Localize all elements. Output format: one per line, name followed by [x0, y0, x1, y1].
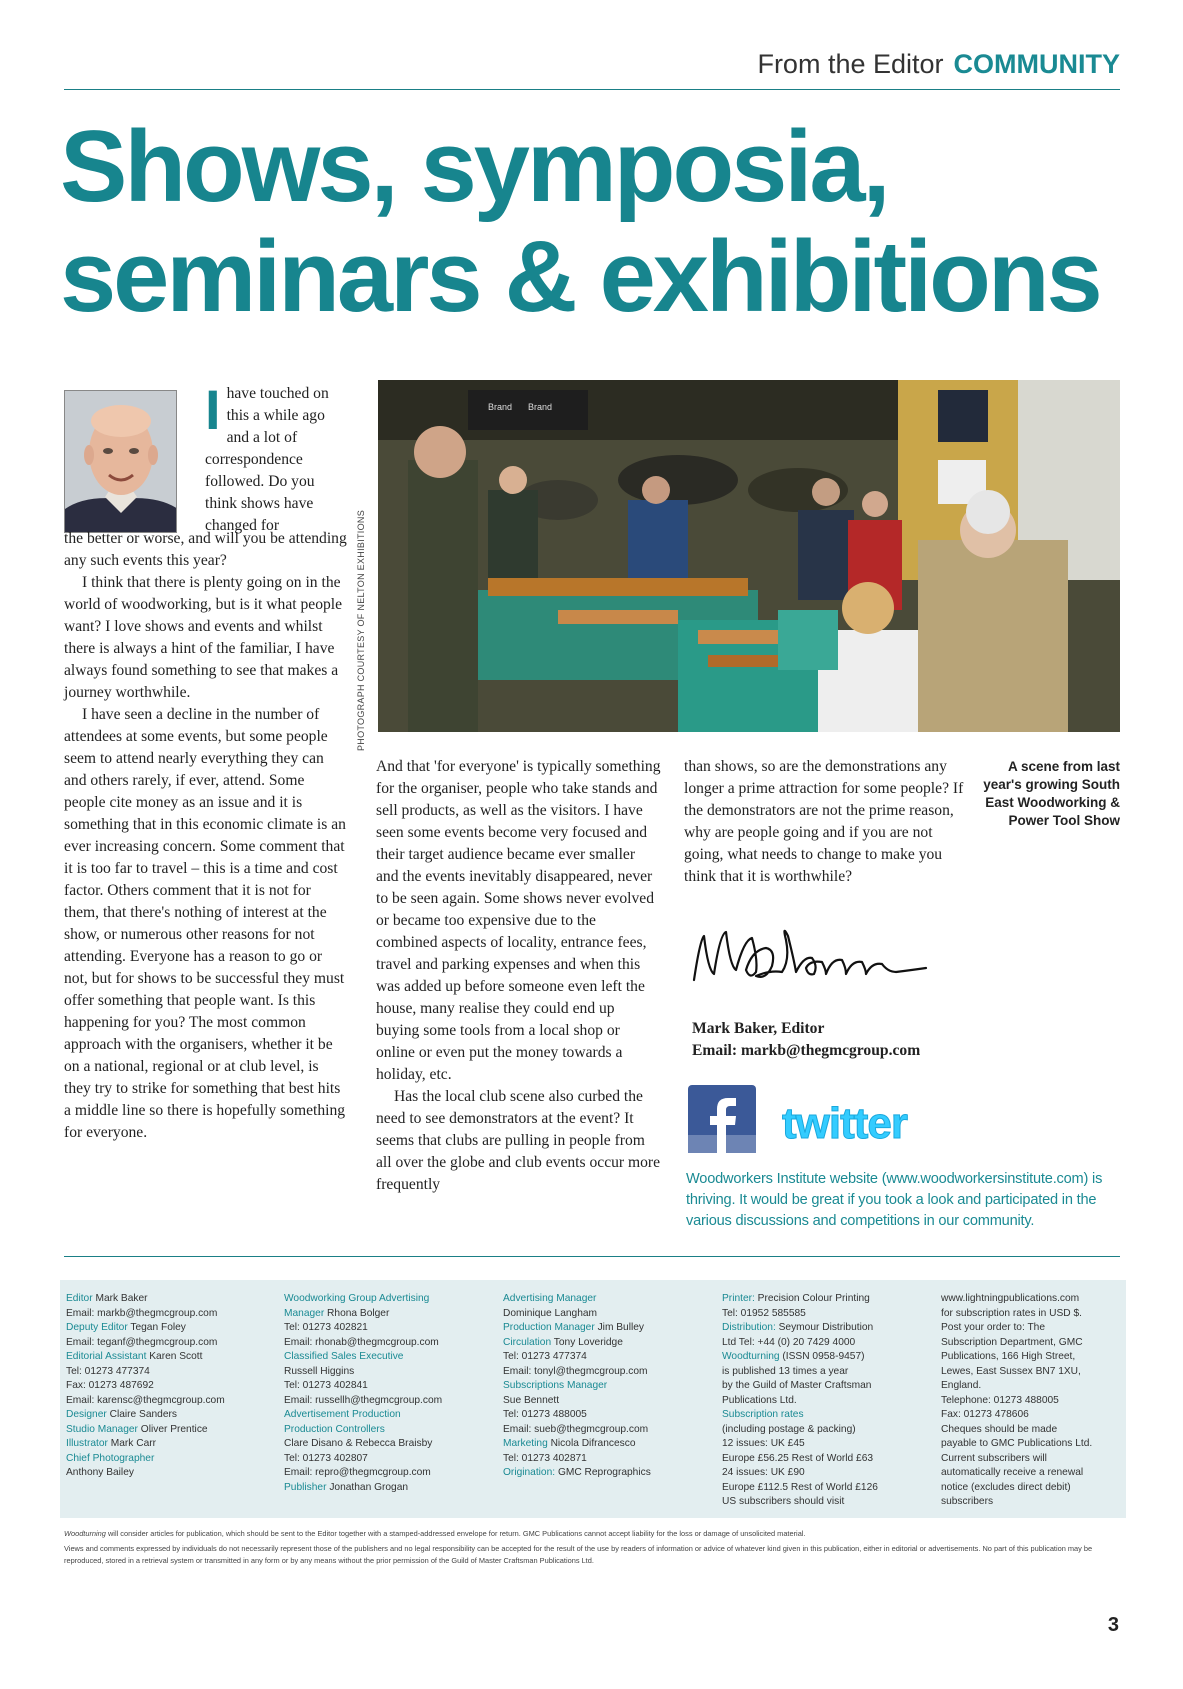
- credits-column-3: [503, 1292, 713, 1481]
- article-paragraph-5: Has the local club scene also curbed the need to see demonstrators at the event? It seems that clubs are pulling in people from all over the globe and club events occur more frequently: [376, 1088, 661, 1193]
- credit-value: Post your order to: The: [941, 1322, 1046, 1333]
- article-intro: [205, 378, 349, 537]
- credit-value: subscribers: [941, 1496, 994, 1507]
- credit-line: [503, 1394, 713, 1409]
- credit-line: [941, 1307, 1126, 1322]
- credit-line: [941, 1379, 1126, 1394]
- credit-value: Fax: 01273 478606: [941, 1409, 1029, 1420]
- credit-value: Tel: 01273 402821: [284, 1322, 368, 1333]
- editor-signoff: [692, 1018, 920, 1062]
- credit-line: [284, 1307, 494, 1322]
- credit-value: Mark Carr: [107, 1438, 157, 1449]
- credit-line: [722, 1307, 932, 1322]
- credit-line: [66, 1452, 266, 1467]
- credit-title: Publisher: [284, 1481, 327, 1493]
- credit-line: [941, 1408, 1126, 1423]
- credit-value: Tel: 01273 402841: [284, 1380, 368, 1391]
- disclaimer-line-2: Views and comments expressed by individuals do not necessarily represent those of the publishers and no legal responsibility can be accepted for the result of the use by readers of information or advice of whatever kind given in this publication, either in editorial or advertisements. No part of this publication may be reproduced, stored in a retrieval system or transmitted in any form or by any means without the prior permission of the Guild of Master Craftsman Publications Ltd.: [64, 1544, 1093, 1565]
- credit-line: [503, 1350, 713, 1365]
- credit-line: [66, 1423, 266, 1438]
- credit-value: Tel: 01273 477374: [66, 1365, 150, 1377]
- credit-line: [503, 1466, 713, 1481]
- credit-line: [941, 1481, 1126, 1496]
- article-paragraph-2: I think that there is plenty going on in the world of woodworking, but is it what people want? I love shows and events and whilst there is always a hint of the familiar, I have always found something to see that makes a journey worthwhile.: [64, 574, 343, 701]
- credit-line: [722, 1495, 932, 1510]
- credits-column-4: [722, 1292, 932, 1510]
- article-column-3: [684, 756, 969, 888]
- credit-line: [503, 1452, 713, 1467]
- credit-line: [941, 1466, 1126, 1481]
- credit-line: [722, 1350, 932, 1365]
- credit-value: Seymour Distribution: [775, 1322, 874, 1333]
- credit-line: [722, 1437, 932, 1452]
- credit-line: [503, 1336, 713, 1351]
- credit-value: GMC Reprographics: [555, 1467, 651, 1478]
- credit-line: [284, 1408, 494, 1423]
- credit-line: [66, 1307, 266, 1322]
- credit-line: [66, 1394, 266, 1409]
- headline-line-1: Shows, symposia,: [60, 111, 888, 223]
- credit-title: Deputy Editor: [66, 1322, 128, 1333]
- credit-line: [284, 1452, 494, 1467]
- article-paragraph-6: than shows, so are the demonstrations any longer a prime attraction for some people? If the demonstrators are not the prime reason, why are people going and if you are not going, what needs to change to make you think that it is worthwhile?: [684, 758, 964, 885]
- credit-line: [722, 1481, 932, 1496]
- credit-line: [503, 1365, 713, 1380]
- headline: [60, 112, 1140, 332]
- credit-value: England.: [941, 1380, 982, 1391]
- drop-cap: I: [205, 378, 221, 441]
- credit-title: Subscription rates: [722, 1409, 804, 1420]
- credit-value: Telephone: 01273 488005: [941, 1394, 1059, 1406]
- credit-value: Email: repro@thegmcgroup.com: [284, 1467, 431, 1478]
- credit-value: Publications, 166 High Street,: [941, 1351, 1076, 1362]
- credit-line: [941, 1495, 1126, 1510]
- headline-line-2: seminars & exhibitions: [60, 221, 1100, 333]
- credit-title: Distribution:: [722, 1322, 776, 1333]
- photo-credit: [356, 510, 370, 752]
- article-paragraph-4: And that 'for everyone' is typically something for the organiser, people who take stands and sell products, as well as the visitors. I have seen some events become very focused and their target audience became ever smaller and the events inevitably disappeared, never to be seen again. Some shows never evolved or became too expensive due to the combined aspects of locality, entrance fees, travel and parking expenses and when this was added up before someone even left the house, many realise they could end up buying some tools from a local shop or online or even put the money towards a holiday, etc.: [376, 758, 661, 1083]
- credit-title: Illustrator: [66, 1438, 108, 1449]
- credit-value: Publications Ltd.: [722, 1394, 797, 1406]
- masthead-credits: [60, 1280, 1126, 1518]
- credit-line: [941, 1336, 1126, 1351]
- credit-value: (including postage & packing): [722, 1423, 856, 1435]
- editor-name: Mark Baker, Editor: [692, 1020, 825, 1037]
- credit-line: [66, 1321, 266, 1336]
- credit-value: www.lightningpublications.com: [941, 1293, 1080, 1304]
- credit-line: [66, 1336, 266, 1351]
- credits-column-5: [941, 1292, 1126, 1510]
- credit-line: [503, 1408, 713, 1423]
- credit-value: Email: sueb@thegmcgroup.com: [503, 1423, 649, 1435]
- credit-line: [66, 1437, 266, 1452]
- credit-value: for subscription rates in USD $.: [941, 1307, 1082, 1319]
- credit-line: [66, 1365, 266, 1380]
- credit-value: Subscription Department, GMC: [941, 1336, 1083, 1348]
- credits-column-1: [66, 1292, 266, 1481]
- article-column-2: [376, 756, 661, 1196]
- website-note: Woodworkers Institute website (www.woodworkersinstitute.com) is thriving. It would be great if you took a look and participated in the various discussions and competitions in our community.: [686, 1171, 1103, 1229]
- credit-title: Manager: [284, 1307, 325, 1319]
- credit-value: Tegan Foley: [127, 1322, 186, 1333]
- credit-title: Circulation: [503, 1336, 552, 1348]
- credit-line: [722, 1452, 932, 1467]
- credit-line: [503, 1423, 713, 1438]
- banner-text-1: Brand: [488, 402, 513, 412]
- credit-title: Woodturning: [722, 1351, 780, 1362]
- credit-value: is published 13 times a year: [722, 1365, 849, 1377]
- credit-value: Precision Colour Printing: [754, 1293, 870, 1304]
- disclaimer-title: Woodturning: [64, 1529, 106, 1538]
- credit-value: Lewes, East Sussex BN7 1XU,: [941, 1365, 1081, 1377]
- credit-value: Jonathan Grogan: [326, 1481, 409, 1493]
- article-intro-text: have touched on this a while ago and a lot of correspondence followed. Do you think shows have changed for: [205, 385, 329, 534]
- credit-title: Production Manager: [503, 1322, 595, 1333]
- editor-portrait: [64, 390, 177, 533]
- article-column-1: [64, 528, 349, 1144]
- credit-line: [941, 1350, 1126, 1365]
- credit-line: [284, 1321, 494, 1336]
- credit-value: notice (excludes direct debit): [941, 1481, 1071, 1493]
- credit-title: Origination:: [503, 1467, 556, 1478]
- twitter-logo[interactable]: [782, 1098, 972, 1148]
- section-header: [64, 46, 1120, 90]
- photo-credit-text: PHOTOGRAPH COURTESY OF NELTON EXHIBITIONS: [356, 510, 366, 752]
- credit-value: Tel: 01273 402871: [503, 1452, 587, 1464]
- credit-value: Karen Scott: [146, 1351, 203, 1362]
- credit-line: [284, 1394, 494, 1409]
- credit-line: [66, 1350, 266, 1365]
- credit-title: Production Controllers: [284, 1423, 385, 1435]
- credit-value: 24 issues: UK £90: [722, 1467, 805, 1478]
- credit-title: Advertising Manager: [503, 1293, 597, 1304]
- credit-value: Jim Bulley: [594, 1322, 645, 1333]
- credit-line: [66, 1379, 266, 1394]
- credit-line: [284, 1292, 494, 1307]
- credit-value: Tel: 01273 402807: [284, 1452, 368, 1464]
- credit-value: Nicola Difrancesco: [547, 1438, 636, 1449]
- credit-title: Designer: [66, 1409, 107, 1420]
- credit-value: Email: tonyl@thegmcgroup.com: [503, 1365, 648, 1377]
- article-paragraph-3: I have seen a decline in the number of attendees at some events, but some people seem to attend nearly everything they can and others rarely, if ever, attend. Some people cite money as an issue and it is something that in this economic climate is an ever increasing concern. Some comment that it is too far to travel – this is a time and cost factor. Others comment that it is not for them, that there's nothing of interest at the show, or numerous other reasons for not attending. Everyone has a reason to go or not, but for shows to be successful they must offer something that people want. Is this happening for you? The most common approach with the organisers, whether it be on a national, regional or at club level, is they try to strike for something that best hits a middle line so there is hopefully something for everyone.: [64, 706, 346, 1141]
- credit-line: [66, 1292, 266, 1307]
- credit-value: Fax: 01273 487692: [66, 1380, 154, 1391]
- disclaimer-line-1: [64, 1528, 1124, 1540]
- credit-value: US subscribers should visit: [722, 1496, 845, 1507]
- credit-value: 12 issues: UK £45: [722, 1438, 805, 1449]
- credit-value: Sue Bennett: [503, 1394, 560, 1406]
- credit-line: [503, 1307, 713, 1322]
- credit-value: Current subscribers will: [941, 1452, 1047, 1464]
- section-label-light: From the Editor: [757, 49, 944, 79]
- credit-value: (ISSN 0958-9457): [779, 1351, 865, 1362]
- credit-value: by the Guild of Master Craftsman: [722, 1380, 872, 1391]
- disclaimer-line-1-text: will consider articles for publication, which should be sent to the Editor together with a stamped-addressed envelope for return. GMC Publications cannot accept liability for the loss or damage of unsolicited material.: [105, 1529, 806, 1538]
- credit-value: Tel: 01273 488005: [503, 1409, 587, 1420]
- credit-line: [941, 1437, 1126, 1452]
- credit-value: Email: markb@thegmcgroup.com: [66, 1307, 218, 1319]
- editor-portrait-image: [65, 391, 177, 533]
- credit-value: Tel: 01952 585585: [722, 1307, 806, 1319]
- credit-line: [722, 1321, 932, 1336]
- credit-line: [722, 1292, 932, 1307]
- show-photograph: [378, 380, 1120, 732]
- credit-line: [941, 1394, 1126, 1409]
- credit-title: Woodworking Group Advertising: [284, 1293, 430, 1304]
- credit-line: [722, 1365, 932, 1380]
- credit-line: [503, 1292, 713, 1307]
- credit-line: [284, 1379, 494, 1394]
- credit-value: Oliver Prentice: [137, 1423, 208, 1435]
- credit-line: [722, 1466, 932, 1481]
- credit-line: [941, 1321, 1126, 1336]
- credit-value: Mark Baker: [92, 1293, 148, 1304]
- credit-line: [941, 1423, 1126, 1438]
- credit-line: [284, 1423, 494, 1438]
- credit-line: [503, 1437, 713, 1452]
- article-intro-continued: the better or worse, and will you be attending any such events this year?: [64, 530, 347, 569]
- credit-title: Chief Photographer: [66, 1452, 155, 1464]
- credit-value: Tel: 01273 477374: [503, 1351, 587, 1362]
- credit-line: [284, 1466, 494, 1481]
- section-label-bold: COMMUNITY: [953, 49, 1120, 79]
- credit-value: Ltd Tel: +44 (0) 20 7429 4000: [722, 1336, 856, 1348]
- credit-line: [722, 1379, 932, 1394]
- twitter-wordmark: twitter: [782, 1099, 907, 1148]
- credit-value: Rhona Bolger: [324, 1307, 390, 1319]
- credits-column-2: [284, 1292, 494, 1495]
- credit-title: Advertisement Production: [284, 1409, 401, 1420]
- credit-title: Studio Manager: [66, 1423, 138, 1435]
- photo-caption: A scene from last year's growing South East Woodworking & Power Tool Show: [983, 759, 1120, 828]
- credit-line: [284, 1350, 494, 1365]
- show-scene-image: [378, 380, 1120, 732]
- legal-disclaimer: [64, 1528, 1124, 1570]
- credit-value: Cheques should be made: [941, 1423, 1058, 1435]
- credit-title: Editorial Assistant: [66, 1351, 147, 1362]
- credit-line: [284, 1365, 494, 1380]
- credit-value: Clare Disano & Rebecca Braisby: [284, 1438, 433, 1449]
- credit-value: Europe £112.5 Rest of World £126: [722, 1481, 878, 1493]
- signature-image: [686, 910, 936, 1010]
- facebook-icon[interactable]: [688, 1085, 756, 1153]
- credit-line: [722, 1408, 932, 1423]
- credit-line: [66, 1466, 266, 1481]
- credit-value: Anthony Bailey: [66, 1467, 134, 1478]
- credit-value: Email: karensc@thegmcgroup.com: [66, 1394, 225, 1406]
- page-number: 3: [1107, 1614, 1119, 1636]
- credit-value: automatically receive a renewal: [941, 1467, 1084, 1478]
- credit-value: Email: teganf@thegmcgroup.com: [66, 1336, 218, 1348]
- credit-title: Subscriptions Manager: [503, 1380, 608, 1391]
- credit-value: Claire Sanders: [106, 1409, 177, 1420]
- credit-title: Classified Sales Executive: [284, 1351, 404, 1362]
- credit-value: Europe £56.25 Rest of World £63: [722, 1452, 874, 1464]
- credit-title: Editor: [66, 1293, 93, 1304]
- credit-line: [284, 1437, 494, 1452]
- banner-text-2: Brand: [528, 402, 553, 412]
- credit-line: [941, 1365, 1126, 1380]
- credit-value: Tony Loveridge: [551, 1336, 623, 1348]
- section-label: [757, 49, 1120, 80]
- editor-email: Email: markb@thegmcgroup.com: [692, 1042, 921, 1059]
- credit-line: [941, 1452, 1126, 1467]
- credit-value: Email: russellh@thegmcgroup.com: [284, 1394, 443, 1406]
- editor-signature: [686, 910, 936, 1010]
- credit-value: Russell Higgins: [284, 1365, 355, 1377]
- credit-title: Printer:: [722, 1293, 755, 1304]
- credit-line: [722, 1336, 932, 1351]
- credit-line: [503, 1379, 713, 1394]
- credit-value: Email: rhonab@thegmcgroup.com: [284, 1336, 439, 1348]
- credit-value: payable to GMC Publications Ltd.: [941, 1438, 1093, 1449]
- credit-value: Dominique Langham: [503, 1307, 598, 1319]
- section-divider: [64, 1256, 1120, 1257]
- credit-line: [722, 1394, 932, 1409]
- credit-line: [941, 1292, 1126, 1307]
- credit-line: [503, 1321, 713, 1336]
- credit-line: [722, 1423, 932, 1438]
- credit-line: [66, 1408, 266, 1423]
- credit-line: [284, 1336, 494, 1351]
- credit-title: Marketing: [503, 1438, 548, 1449]
- credit-line: [284, 1481, 494, 1496]
